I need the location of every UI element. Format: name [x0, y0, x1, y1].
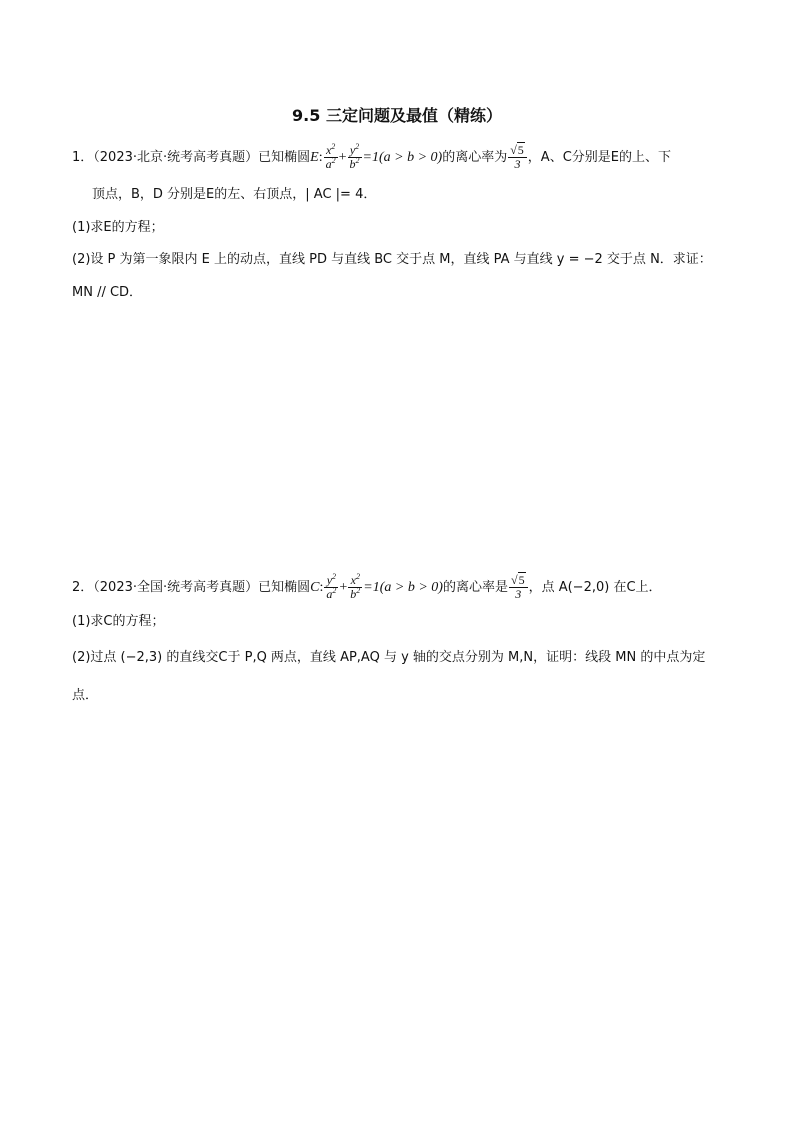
problem-1-equation-tail: =1(a > b > 0)	[362, 150, 443, 165]
problem-1-frac1: $\frac{x^2}{a^2}$	[325, 142, 336, 171]
problem-1-frac1-num: x	[325, 143, 332, 157]
problem-2-eccentricity: $\frac{√5}{3}$	[509, 574, 528, 601]
problem-1-stem-a: 已知椭圆	[258, 150, 311, 165]
problem-1-stem-c: ，A、C分别是E的上、下	[527, 150, 671, 165]
problem-2-frac2: $\frac{x^2}{b^2}$	[350, 572, 361, 601]
problem-1-part2-line2: MN // CD．	[72, 285, 143, 300]
problem-2-stem-c: ，点 A(−2,0) 在C上．	[528, 580, 662, 595]
problem-2-frac1: $\frac{y^2}{a^2}$	[326, 572, 337, 601]
page-title: 9.5 三定问题及最值（精练）	[292, 106, 502, 125]
problem-1-stem-b: 的离心率为	[442, 150, 508, 165]
problem-2-number: 2．	[72, 580, 94, 595]
problem-1-stem: 1．（2023·北京·统考高考真题）已知椭圆E: $\frac{x^2}{a^2}$ + $\frac{y^2}{b^2}$ =1(a > b > 0)的离心率为 $\frac{√5}{3}$ ，A、C分别是E的上、下	[72, 142, 671, 171]
problem-2-colon: :	[319, 580, 324, 595]
problem-1-frac1-den: a	[325, 157, 332, 171]
problem-1-eccentricity: $\frac{√5}{3}$	[508, 144, 527, 171]
problem-1-ecc-num: 5	[517, 143, 524, 157]
problem-2-ecc-den: 3	[515, 587, 522, 601]
problem-1-line2: 顶点，B，D 分别是E的左、右顶点，| AC |= 4．	[92, 187, 377, 202]
problem-1-number: 1．	[72, 150, 94, 165]
problem-2-ellipse-name: C	[310, 580, 320, 595]
problem-1-ellipse-name: E	[310, 150, 319, 165]
problem-2-part1: (1)求C的方程；	[72, 614, 165, 629]
problem-2-frac1-den: a	[326, 587, 333, 601]
problem-1-frac2-num: y	[349, 143, 356, 157]
problem-1-frac2: $\frac{y^2}{b^2}$	[349, 142, 360, 171]
problem-1-frac2-den: b	[349, 157, 356, 171]
problem-2-frac2-den: b	[350, 587, 357, 601]
problem-2-part2-line2: 点．	[72, 688, 99, 703]
problem-1-part1: (1)求E的方程；	[72, 220, 164, 235]
problem-2-stem: 2．（2023·全国·统考高考真题）已知椭圆C: $\frac{y^2}{a^2}$ + $\frac{x^2}{b^2}$ =1(a > b > 0)的离心率是 $\frac{√5}{3}$ ，点 A(−2,0) 在C上．	[72, 572, 662, 601]
problem-2-frac2-num: x	[350, 573, 356, 587]
problem-2-frac1-num: y	[326, 573, 333, 587]
problem-1-part2-line1: (2)设 P 为第一象限内 E 上的动点，直线 PD 与直线 BC 交于点 M，直线 PA 与直线 y = −2 交于点 N．求证：	[72, 252, 712, 267]
problem-2-part2-line1: (2)过点 (−2,3) 的直线交C于 P,Q 两点，直线 AP,AQ 与 y 轴的交点分别为 M,N，证明：线段 MN 的中点为定	[72, 650, 706, 665]
problem-1-source: （2023·北京·统考高考真题）	[93, 150, 259, 165]
problem-1-colon: :	[318, 150, 323, 165]
problem-1-ecc-den: 3	[514, 157, 521, 171]
problem-2-stem-b: 的离心率是	[442, 580, 508, 595]
problem-2-stem-a: 已知椭圆	[258, 580, 311, 595]
problem-2-source: （2023·全国·统考高考真题）	[93, 580, 259, 595]
problem-2-equation-tail: =1(a > b > 0)	[363, 580, 443, 595]
problem-2-ecc-num: 5	[518, 573, 525, 587]
